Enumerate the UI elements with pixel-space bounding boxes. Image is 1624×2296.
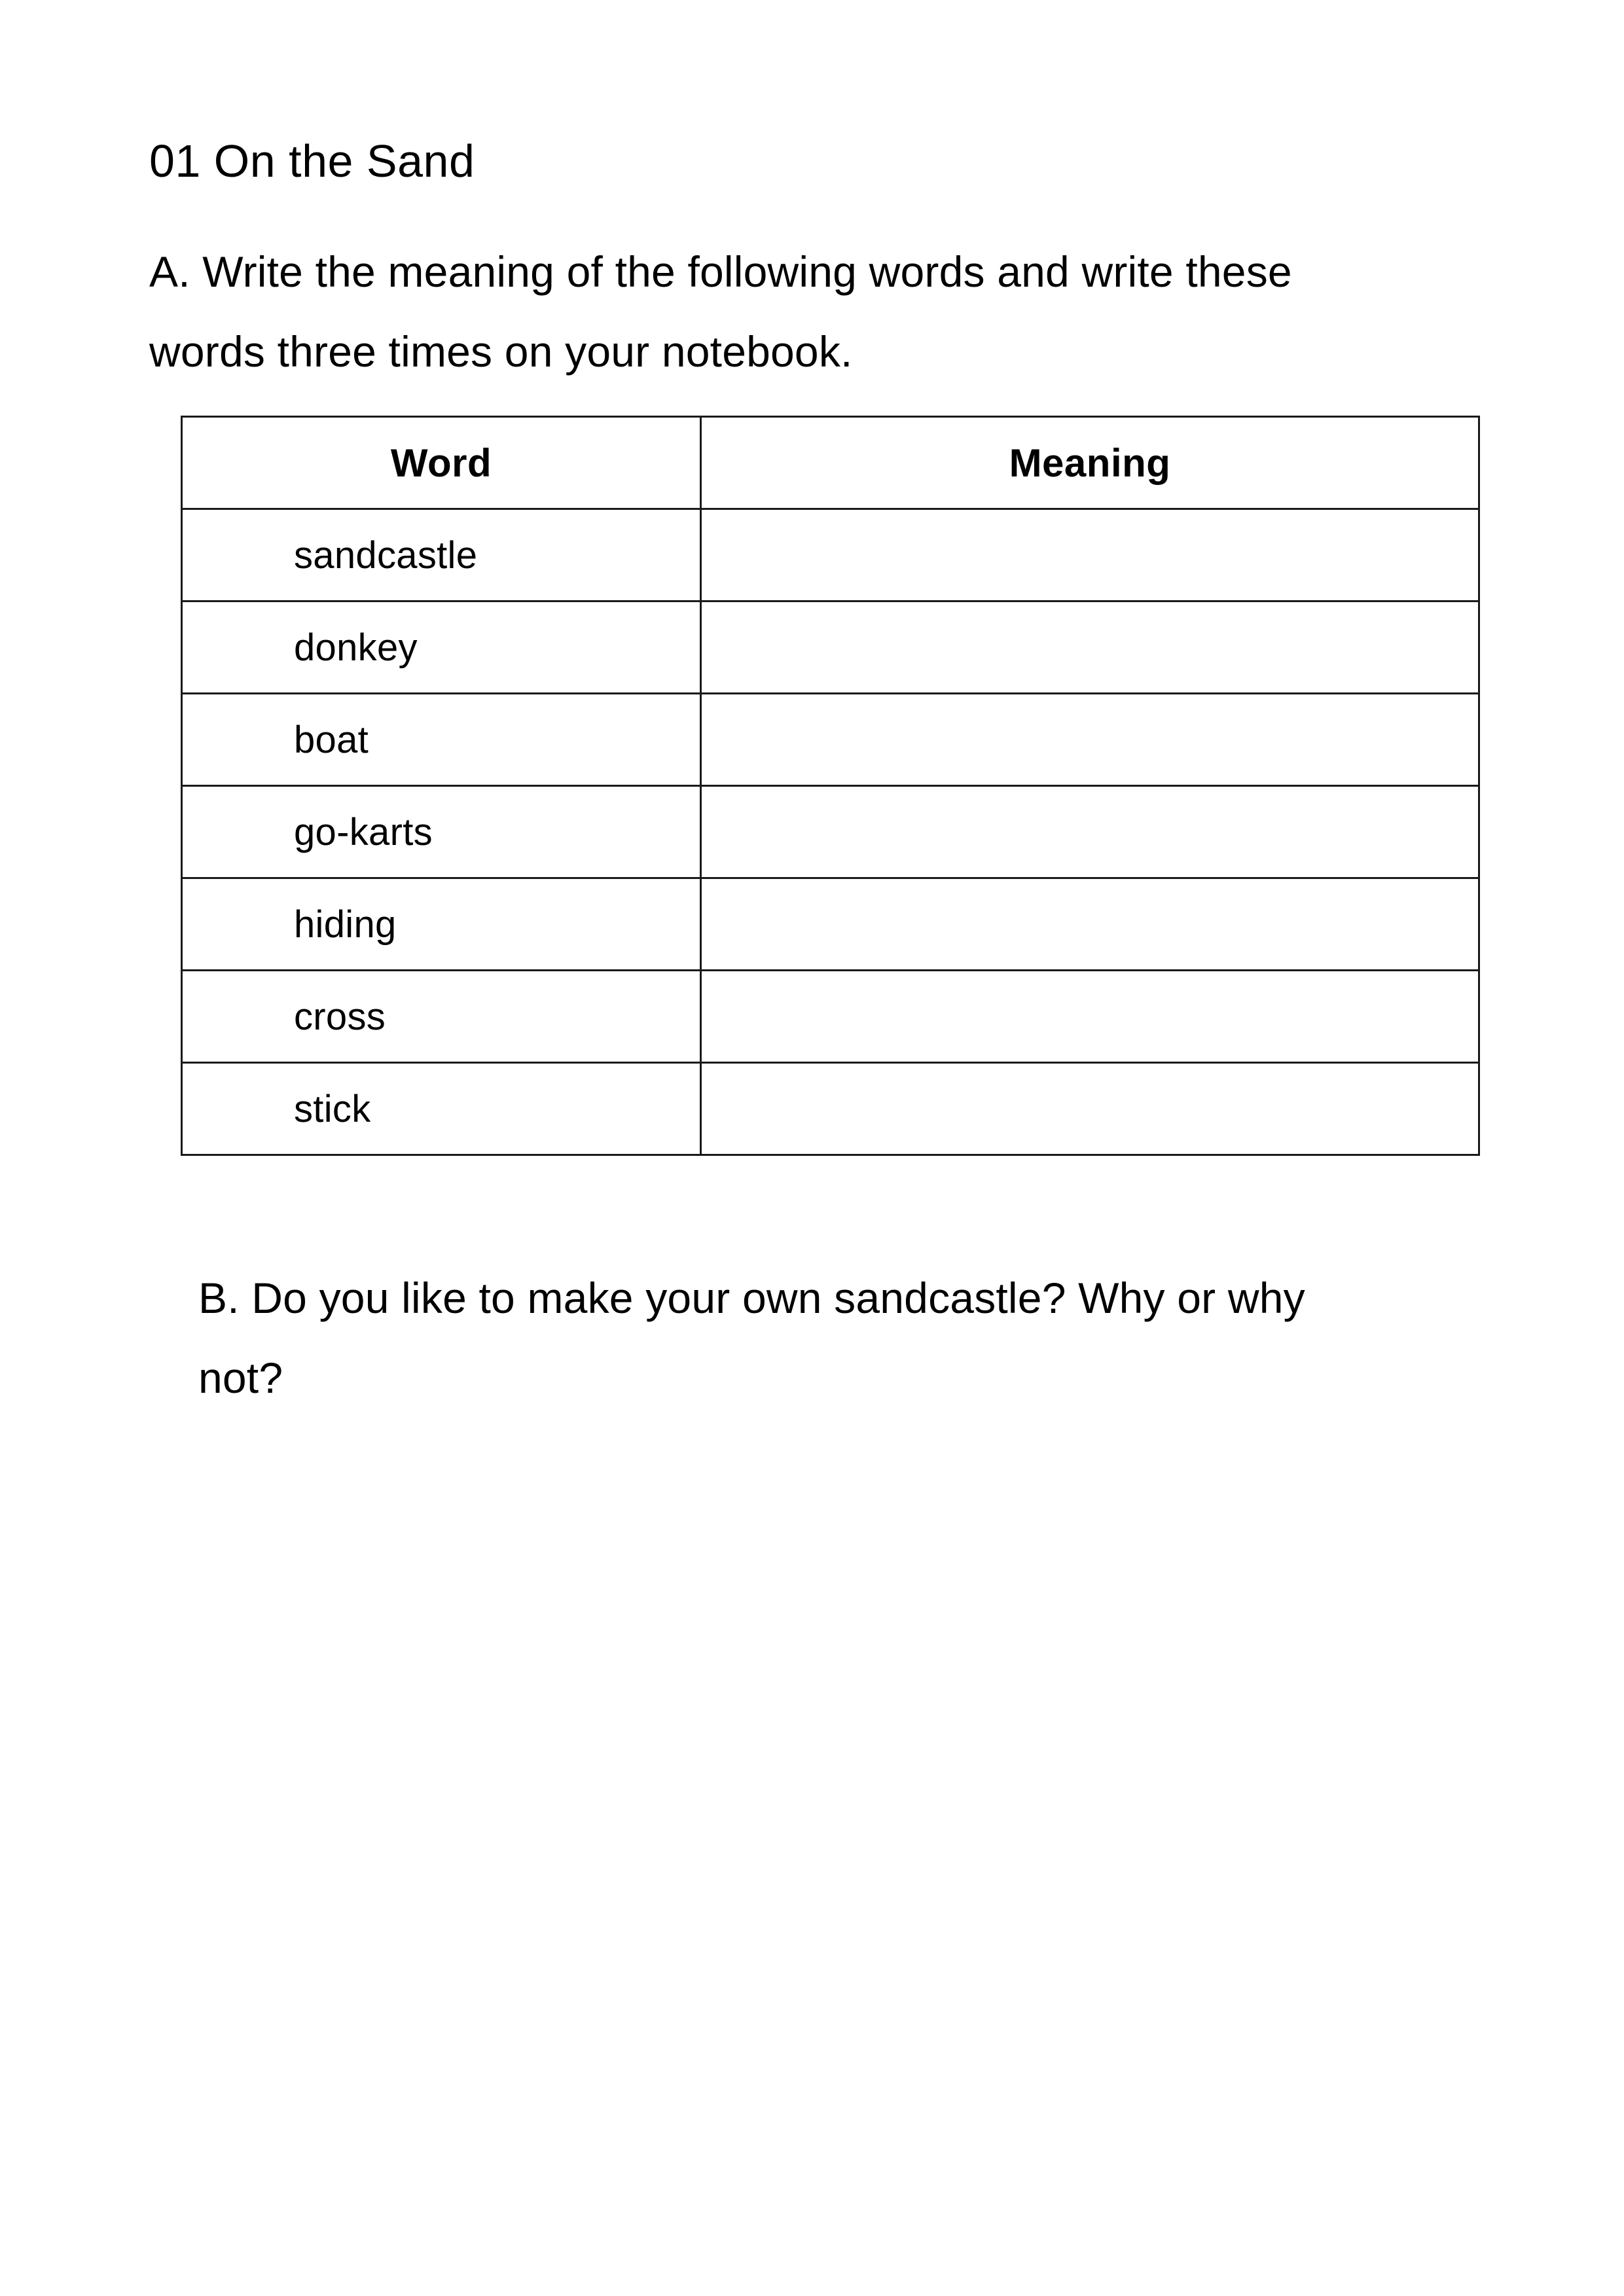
table-row bbox=[182, 509, 1479, 601]
vocabulary-table bbox=[181, 416, 1480, 1156]
meaning-cell[interactable] bbox=[701, 878, 1479, 971]
meaning-cell[interactable] bbox=[701, 971, 1479, 1063]
vocabulary-table-body bbox=[182, 509, 1479, 1155]
table-row bbox=[182, 971, 1479, 1063]
table-row bbox=[182, 1063, 1479, 1155]
word-column-header: Word bbox=[182, 417, 701, 509]
table-row bbox=[182, 878, 1479, 971]
question-b bbox=[198, 1258, 1305, 1418]
meaning-cell[interactable] bbox=[701, 509, 1479, 601]
table-row bbox=[182, 786, 1479, 878]
header-row bbox=[182, 417, 1479, 509]
instruction-a-line-1: A. Write the meaning of the following words and write these bbox=[149, 247, 1292, 296]
meaning-cell[interactable] bbox=[701, 1063, 1479, 1155]
word-cell: boat bbox=[182, 694, 701, 786]
meaning-cell[interactable] bbox=[701, 786, 1479, 878]
word-cell: hiding bbox=[182, 878, 701, 971]
word-cell: sandcastle bbox=[182, 509, 701, 601]
instruction-a-line-2: words three times on your notebook. bbox=[149, 327, 853, 376]
question-b-line-2: not? bbox=[198, 1354, 283, 1402]
table-row bbox=[182, 601, 1479, 694]
table-row bbox=[182, 694, 1479, 786]
page-title: 01 On the Sand bbox=[149, 135, 475, 187]
word-cell: donkey bbox=[182, 601, 701, 694]
question-b-line-1: B. Do you like to make your own sandcastle? Why or why bbox=[198, 1274, 1305, 1322]
instruction-a bbox=[149, 232, 1292, 391]
meaning-column-header: Meaning bbox=[701, 417, 1479, 509]
meaning-cell[interactable] bbox=[701, 601, 1479, 694]
word-cell: go-karts bbox=[182, 786, 701, 878]
word-cell: stick bbox=[182, 1063, 701, 1155]
meaning-cell[interactable] bbox=[701, 694, 1479, 786]
word-cell: cross bbox=[182, 971, 701, 1063]
vocabulary-table-header bbox=[182, 417, 1479, 509]
